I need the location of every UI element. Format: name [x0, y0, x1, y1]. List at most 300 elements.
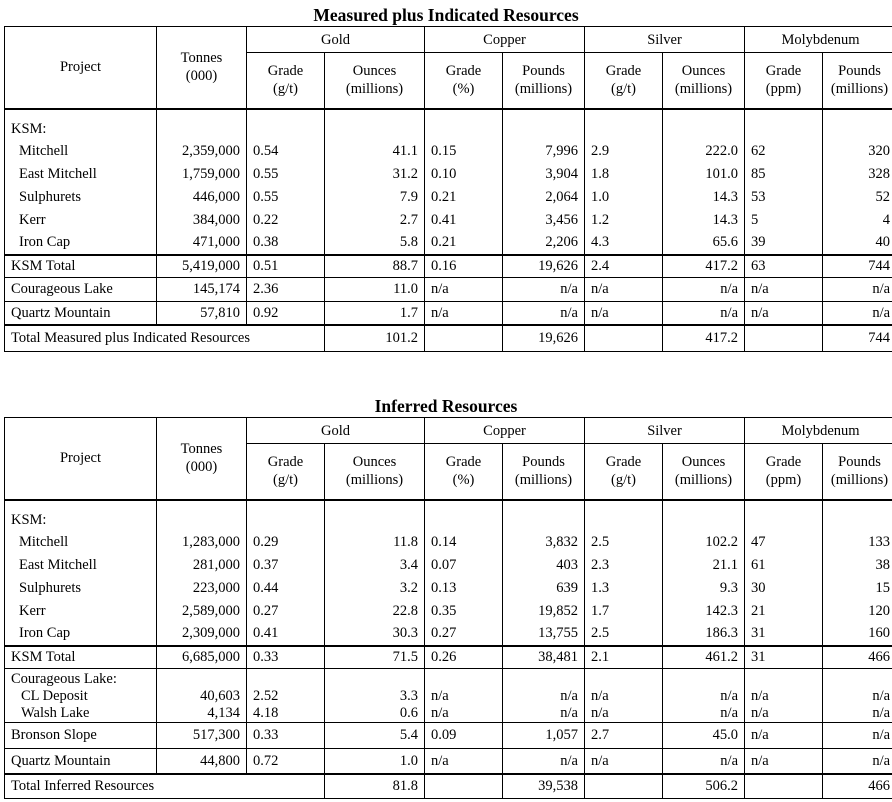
ksm-value: 223,000 — [192, 579, 240, 596]
moly-pounds-label: Pounds — [838, 63, 881, 80]
ksm-mo_lb-cell — [823, 109, 892, 256]
ksm-value: 2.9 — [591, 143, 610, 160]
value-au_oz: 5.4 — [325, 722, 425, 748]
ksm-value: 403 — [556, 557, 578, 574]
value-cu_lb: n/a — [503, 748, 585, 774]
tonnes-label: Tonnes — [180, 50, 223, 67]
grand-total-copper: 19,626 — [503, 325, 585, 351]
ksm-value: 0.21 — [431, 234, 457, 251]
ksm-au_oz-cell — [325, 500, 425, 647]
copper-pounds-label: Pounds — [522, 454, 565, 471]
ksm-value: 31.2 — [392, 166, 418, 183]
quartz-mountain-row — [5, 301, 892, 325]
courageous-mo_g-cell — [745, 668, 823, 722]
gold-grade-unit: (g/t) — [273, 472, 298, 489]
ksm-value: 9.3 — [719, 579, 739, 596]
col-header-tonnes — [157, 27, 247, 109]
courageous-project-cell — [5, 668, 157, 722]
ksm-ag_g-cell — [585, 500, 663, 647]
project-name: Quartz Mountain — [5, 301, 157, 325]
ksm-value: 0.14 — [431, 534, 457, 551]
ksm-value: 1.0 — [591, 188, 610, 205]
ksm-project-name: Mitchell — [19, 534, 69, 551]
ksm-value: 0.15 — [431, 143, 457, 160]
ksm-value: 31 — [751, 625, 766, 642]
ksm-value: 7,996 — [545, 143, 578, 160]
ksm-project-name: Kerr — [19, 602, 46, 619]
ksm-value: 320 — [868, 143, 891, 160]
ksm-value: 4.3 — [591, 234, 610, 251]
ksm-label: KSM: — [11, 511, 47, 528]
value-mo_g: n/a — [745, 277, 823, 301]
col-header-project: Project — [5, 418, 157, 500]
value-au_oz: 1.7 — [325, 301, 425, 325]
col-header-copper-pounds — [503, 53, 585, 109]
project-name: KSM Total — [5, 646, 157, 668]
ksm-value: 0.37 — [253, 557, 279, 574]
grand-total-label: Total Measured plus Indicated Resources — [5, 325, 325, 351]
value-mo_lb: n/a — [823, 301, 892, 325]
ksm-value: 2,206 — [545, 234, 578, 251]
col-header-copper-pounds — [503, 444, 585, 500]
grand-total-row — [5, 774, 892, 798]
gold-grade-label: Grade — [267, 63, 304, 80]
value-tonnes: 5,419,000 — [157, 255, 247, 277]
value-mo_g: 63 — [745, 255, 823, 277]
value-ag_g: 2.7 — [585, 722, 663, 748]
col-header-gold-ounces — [325, 444, 425, 500]
courageous-value: n/a — [751, 687, 769, 704]
courageous-au_g-cell — [247, 668, 325, 722]
value-au_g: 0.72 — [247, 748, 325, 774]
value-cu_g: n/a — [425, 301, 503, 325]
ksm-project-name: Iron Cap — [19, 234, 71, 251]
ksm-value: 21 — [751, 602, 766, 619]
ksm-value: 65.6 — [712, 234, 739, 251]
value-tonnes: 517,300 — [157, 722, 247, 748]
ksm-mo_g-cell — [745, 500, 823, 647]
ksm-value: 0.38 — [253, 234, 279, 251]
col-header-gold-ounces — [325, 53, 425, 109]
value-au_g: 0.51 — [247, 255, 325, 277]
blank-cell — [585, 774, 663, 798]
ksm-value: 2.3 — [591, 557, 610, 574]
silver-ounces-label: Ounces — [681, 63, 726, 80]
silver-grade-label: Grade — [605, 454, 642, 471]
value-cu_g: 0.09 — [425, 722, 503, 748]
bronson-slope-row — [5, 722, 892, 748]
ksm-value: 15 — [875, 579, 891, 596]
ksm-project-name: Sulphurets — [19, 188, 82, 205]
project-name: KSM Total — [5, 255, 157, 277]
ksm-ag_oz-cell — [663, 109, 745, 256]
group-header-molybdenum: Molybdenum — [745, 418, 892, 444]
grand-total-silver: 506.2 — [663, 774, 745, 798]
col-header-silver-grade — [585, 444, 663, 500]
project-name: Courageous Lake — [5, 277, 157, 301]
ksm-value: 0.27 — [431, 625, 457, 642]
measured-title: Measured plus Indicated Resources — [313, 5, 579, 25]
col-header-gold-grade — [247, 53, 325, 109]
blank-cell — [585, 325, 663, 351]
tonnes-unit: (000) — [185, 68, 218, 85]
col-header-project: Project — [5, 27, 157, 109]
ksm-au_g-cell — [247, 109, 325, 256]
ksm-value: 3.4 — [399, 557, 418, 574]
ksm-total-row — [5, 255, 892, 277]
courageous-value: 0.6 — [399, 704, 418, 721]
measured-table — [4, 26, 892, 352]
silver-ounces-label: Ounces — [681, 454, 726, 471]
value-tonnes: 44,800 — [157, 748, 247, 774]
ksm-value: 3.2 — [399, 579, 418, 596]
courageous-value: n/a — [431, 704, 449, 721]
ksm-value: 160 — [868, 625, 891, 642]
ksm-value: 102.2 — [705, 534, 739, 551]
silver-grade-label: Grade — [605, 63, 642, 80]
group-header-gold: Gold — [247, 418, 425, 444]
col-header-gold-grade — [247, 444, 325, 500]
value-ag_g: n/a — [585, 277, 663, 301]
ksm-value: 30.3 — [392, 625, 418, 642]
inferred-title: Inferred Resources — [374, 396, 518, 416]
col-header-moly-grade — [745, 444, 823, 500]
value-ag_oz: 45.0 — [663, 722, 745, 748]
ksm-value: 0.55 — [253, 188, 279, 205]
gold-ounces-label: Ounces — [352, 63, 397, 80]
ksm-value: 222.0 — [705, 143, 739, 160]
ksm-value: 1.7 — [591, 602, 610, 619]
courageous-au_oz-cell — [325, 668, 425, 722]
ksm-project-name: East Mitchell — [19, 166, 97, 183]
value-au_g: 0.92 — [247, 301, 325, 325]
value-ag_oz: n/a — [663, 301, 745, 325]
ksm-value: 0.44 — [253, 579, 279, 596]
value-mo_g: n/a — [745, 722, 823, 748]
ksm-value: 1.3 — [591, 579, 610, 596]
project-name: Quartz Mountain — [5, 748, 157, 774]
blank-cell — [745, 325, 823, 351]
ksm-value: 0.10 — [431, 166, 457, 183]
ksm-value: 14.3 — [712, 211, 739, 228]
courageous-value: n/a — [720, 687, 739, 704]
copper-grade-unit: (%) — [452, 81, 475, 98]
value-mo_lb: n/a — [823, 277, 892, 301]
inferred-table — [4, 417, 892, 799]
value-cu_lb: n/a — [503, 301, 585, 325]
grand-total-silver: 417.2 — [663, 325, 745, 351]
gold-grade-label: Grade — [267, 454, 304, 471]
ksm-value: 471,000 — [192, 234, 240, 251]
ksm-value: 328 — [868, 166, 891, 183]
value-ag_g: n/a — [585, 301, 663, 325]
courageous-value: n/a — [560, 687, 578, 704]
value-au_oz: 88.7 — [325, 255, 425, 277]
value-au_g: 0.33 — [247, 646, 325, 668]
value-au_oz: 1.0 — [325, 748, 425, 774]
gold-ounces-label: Ounces — [352, 454, 397, 471]
courageous-value: 4.18 — [253, 704, 279, 721]
ksm-value: 21.1 — [712, 557, 739, 574]
ksm-value: 19,852 — [538, 602, 578, 619]
ksm-value: 1.2 — [591, 211, 610, 228]
ksm-mo_lb-cell — [823, 500, 892, 647]
ksm-project-name: Kerr — [19, 211, 46, 228]
ksm-value: 0.41 — [253, 625, 279, 642]
ksm-value: 3,832 — [545, 534, 578, 551]
ksm-value: 0.41 — [431, 211, 457, 228]
group-header-silver: Silver — [585, 27, 745, 53]
ksm-value: 2.7 — [399, 211, 418, 228]
ksm-value: 133 — [868, 534, 891, 551]
ksm-value: 0.21 — [431, 188, 457, 205]
ksm-value: 0.13 — [431, 579, 457, 596]
moly-pounds-unit: (millions) — [830, 472, 889, 489]
ksm-value: 0.27 — [253, 602, 279, 619]
ksm-value: 0.55 — [253, 166, 279, 183]
ksm-tonnes-cell — [157, 500, 247, 647]
courageous-value: n/a — [591, 704, 609, 721]
courageous-value: n/a — [872, 704, 891, 721]
courageous-value: n/a — [431, 687, 449, 704]
courageous-value: 40,603 — [200, 687, 240, 704]
value-mo_g: n/a — [745, 748, 823, 774]
moly-pounds-label: Pounds — [838, 454, 881, 471]
courageous-ag_g-cell — [585, 668, 663, 722]
silver-grade-unit: (g/t) — [611, 81, 636, 98]
moly-grade-unit: (ppm) — [765, 472, 802, 489]
value-cu_g: 0.16 — [425, 255, 503, 277]
col-header-silver-ounces — [663, 53, 745, 109]
value-cu_lb: 1,057 — [503, 722, 585, 748]
ksm-value: 2,064 — [545, 188, 578, 205]
ksm-value: 52 — [875, 188, 891, 205]
ksm-label: KSM: — [11, 120, 47, 137]
value-mo_lb: n/a — [823, 748, 892, 774]
ksm-value: 2.5 — [591, 625, 610, 642]
ksm-value: 0.07 — [431, 557, 457, 574]
ksm-tonnes-cell — [157, 109, 247, 256]
courageous-label: Courageous Lake: — [11, 670, 117, 687]
ksm-mo_g-cell — [745, 109, 823, 256]
grand-total-gold: 81.8 — [325, 774, 425, 798]
value-cu_g: n/a — [425, 748, 503, 774]
ksm-value: 85 — [751, 166, 766, 183]
ksm-value: 41.1 — [392, 143, 418, 160]
ksm-value: 22.8 — [392, 602, 418, 619]
ksm-ag_g-cell — [585, 109, 663, 256]
col-header-tonnes — [157, 418, 247, 500]
gold-grade-unit: (g/t) — [273, 81, 298, 98]
ksm-value: 3,456 — [545, 211, 578, 228]
ksm-value: 47 — [751, 534, 766, 551]
ksm-value: 0.29 — [253, 534, 279, 551]
ksm-value: 0.54 — [253, 143, 279, 160]
courageous-lake-group — [5, 668, 892, 722]
ksm-project-cell — [5, 500, 157, 647]
group-header-copper: Copper — [425, 27, 585, 53]
courageous-value: 3.3 — [399, 687, 418, 704]
ksm-cu_lb-cell — [503, 109, 585, 256]
courageous-cu_g-cell — [425, 668, 503, 722]
value-mo_g: n/a — [745, 301, 823, 325]
courageous-value: 2.52 — [253, 687, 279, 704]
ksm-project-name: Mitchell — [19, 143, 69, 160]
ksm-value: 281,000 — [192, 557, 240, 574]
value-ag_g: n/a — [585, 748, 663, 774]
copper-pounds-unit: (millions) — [514, 81, 573, 98]
group-header-copper: Copper — [425, 418, 585, 444]
ksm-project-cell — [5, 109, 157, 256]
value-mo_lb: n/a — [823, 722, 892, 748]
ksm-value: 2,589,000 — [182, 602, 240, 619]
ksm-value: 2,309,000 — [182, 625, 240, 642]
blank-cell — [745, 774, 823, 798]
ksm-value: 61 — [751, 557, 766, 574]
value-au_g: 2.36 — [247, 277, 325, 301]
value-ag_oz: n/a — [663, 748, 745, 774]
courageous-value: n/a — [720, 704, 739, 721]
ksm-project-name: Iron Cap — [19, 625, 71, 642]
ksm-value: 5.8 — [399, 234, 418, 251]
tonnes-label: Tonnes — [180, 441, 223, 458]
courageous-value: n/a — [560, 704, 578, 721]
ksm-ag_oz-cell — [663, 500, 745, 647]
ksm-cu_g-cell — [425, 500, 503, 647]
copper-grade-label: Grade — [445, 63, 482, 80]
ksm-au_g-cell — [247, 500, 325, 647]
courageous-ag_oz-cell — [663, 668, 745, 722]
copper-pounds-label: Pounds — [522, 63, 565, 80]
value-ag_g: 2.4 — [585, 255, 663, 277]
moly-pounds-unit: (millions) — [830, 81, 889, 98]
silver-grade-unit: (g/t) — [611, 472, 636, 489]
grand-total-label: Total Inferred Resources — [5, 774, 325, 798]
ksm-value: 142.3 — [705, 602, 739, 619]
ksm-value: 2.5 — [591, 534, 610, 551]
ksm-value: 38 — [875, 557, 891, 574]
gold-ounces-unit: (millions) — [345, 81, 404, 98]
gold-ounces-unit: (millions) — [345, 472, 404, 489]
group-header-gold: Gold — [247, 27, 425, 53]
courageous-sub-name: CL Deposit — [21, 687, 88, 704]
ksm-value: 1,283,000 — [182, 534, 240, 551]
ksm-cu_lb-cell — [503, 500, 585, 647]
grand-total-copper: 39,538 — [503, 774, 585, 798]
value-cu_g: 0.26 — [425, 646, 503, 668]
ksm-value: 384,000 — [192, 211, 240, 228]
value-cu_lb: n/a — [503, 277, 585, 301]
col-header-copper-grade — [425, 53, 503, 109]
ksm-value: 5 — [751, 211, 759, 228]
ksm-value: 11.8 — [393, 534, 418, 551]
ksm-value: 446,000 — [192, 188, 240, 205]
copper-grade-label: Grade — [445, 454, 482, 471]
value-tonnes: 145,174 — [157, 277, 247, 301]
ksm-value: 3,904 — [545, 166, 578, 183]
ksm-au_oz-cell — [325, 109, 425, 256]
grand-total-moly: 744 — [823, 325, 892, 351]
ksm-total-row — [5, 646, 892, 668]
value-tonnes: 6,685,000 — [157, 646, 247, 668]
ksm-value: 4 — [882, 211, 891, 228]
courageous-value: n/a — [591, 687, 609, 704]
value-cu_g: n/a — [425, 277, 503, 301]
value-mo_g: 31 — [745, 646, 823, 668]
ksm-value: 2,359,000 — [182, 143, 240, 160]
moly-grade-label: Grade — [765, 63, 802, 80]
col-header-silver-ounces — [663, 444, 745, 500]
value-au_oz: 71.5 — [325, 646, 425, 668]
ksm-value: 0.22 — [253, 211, 279, 228]
moly-grade-unit: (ppm) — [765, 81, 802, 98]
courageous-value: n/a — [872, 687, 891, 704]
col-header-moly-pounds — [823, 53, 892, 109]
ksm-project-name: East Mitchell — [19, 557, 97, 574]
courageous-mo_lb-cell — [823, 668, 892, 722]
col-header-copper-grade — [425, 444, 503, 500]
ksm-value: 53 — [751, 188, 766, 205]
ksm-value: 40 — [875, 234, 891, 251]
col-header-moly-pounds — [823, 444, 892, 500]
ksm-value: 1.8 — [591, 166, 610, 183]
group-header-silver: Silver — [585, 418, 745, 444]
ksm-cu_g-cell — [425, 109, 503, 256]
courageous-value: 4,134 — [207, 704, 240, 721]
courageous-tonnes-cell — [157, 668, 247, 722]
value-ag_oz: 417.2 — [663, 255, 745, 277]
project-name: Bronson Slope — [5, 722, 157, 748]
value-mo_lb: 466 — [823, 646, 892, 668]
silver-ounces-unit: (millions) — [674, 472, 733, 489]
tonnes-unit: (000) — [185, 459, 218, 476]
courageous-cu_lb-cell — [503, 668, 585, 722]
value-ag_oz: 461.2 — [663, 646, 745, 668]
courageous-sub-name: Walsh Lake — [21, 704, 90, 721]
col-header-silver-grade — [585, 53, 663, 109]
ksm-value: 186.3 — [705, 625, 739, 642]
value-mo_lb: 744 — [823, 255, 892, 277]
ksm-value: 13,755 — [538, 625, 578, 642]
value-cu_lb: 38,481 — [503, 646, 585, 668]
ksm-value: 7.9 — [399, 188, 418, 205]
value-au_oz: 11.0 — [325, 277, 425, 301]
ksm-value: 62 — [751, 143, 766, 160]
value-cu_lb: 19,626 — [503, 255, 585, 277]
copper-grade-unit: (%) — [452, 472, 475, 489]
value-ag_oz: n/a — [663, 277, 745, 301]
ksm-value: 14.3 — [712, 188, 739, 205]
group-header-molybdenum: Molybdenum — [745, 27, 892, 53]
grand-total-row — [5, 325, 892, 351]
moly-grade-label: Grade — [765, 454, 802, 471]
ksm-value: 39 — [751, 234, 766, 251]
col-header-moly-grade — [745, 53, 823, 109]
courageous-lake-row — [5, 277, 892, 301]
courageous-value: n/a — [751, 704, 769, 721]
ksm-value: 639 — [556, 579, 578, 596]
ksm-value: 0.35 — [431, 602, 457, 619]
copper-pounds-unit: (millions) — [514, 472, 573, 489]
grand-total-moly: 466 — [823, 774, 892, 798]
value-ag_g: 2.1 — [585, 646, 663, 668]
value-tonnes: 57,810 — [157, 301, 247, 325]
silver-ounces-unit: (millions) — [674, 81, 733, 98]
ksm-project-name: Sulphurets — [19, 579, 82, 596]
ksm-value: 1,759,000 — [182, 166, 240, 183]
grand-total-gold: 101.2 — [325, 325, 425, 351]
blank-cell — [425, 774, 503, 798]
